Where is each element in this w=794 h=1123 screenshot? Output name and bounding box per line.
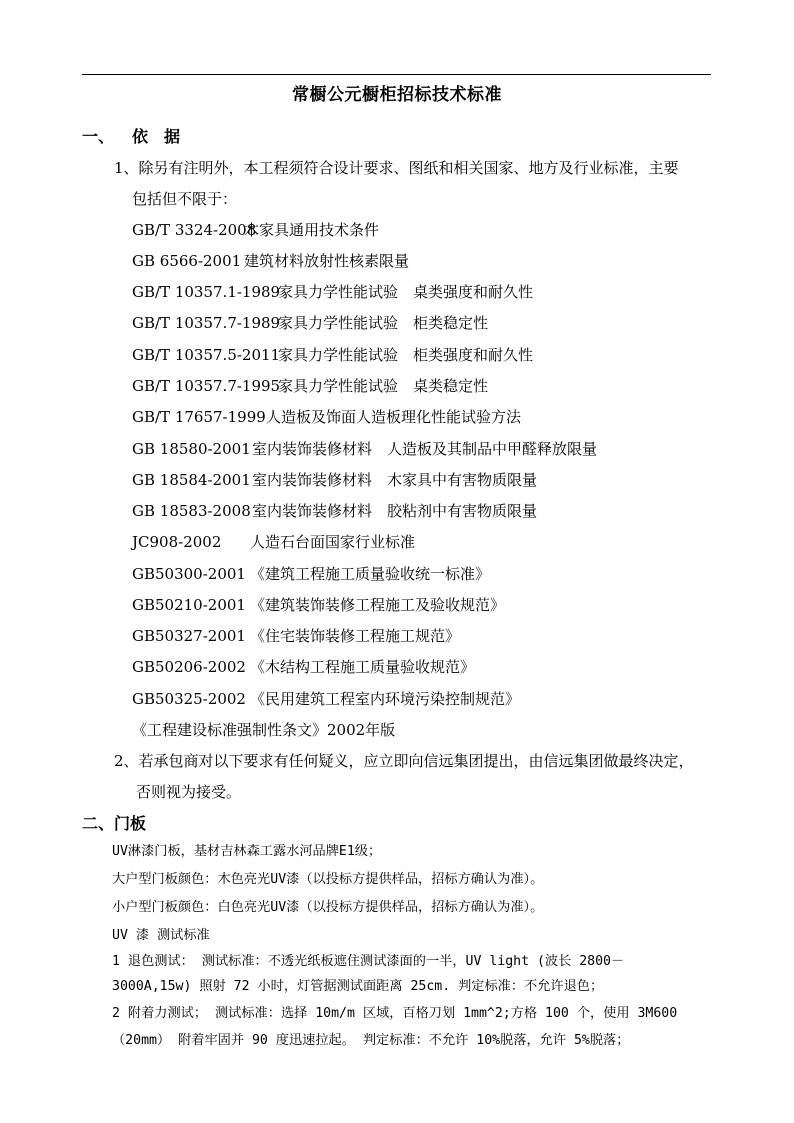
standard-line	[132, 470, 537, 490]
standard-code: GB50206-2002	[132, 658, 246, 676]
standard-line	[132, 657, 475, 677]
item2-line1: 2、若承包商对以下要求有任何疑义，应立即向信远集团提出，由信远集团做最终决定，	[114, 752, 694, 770]
item1-line2: 包括但不限于：	[132, 190, 238, 208]
standard-code: GB50210-2001	[132, 596, 246, 614]
standard-line	[132, 532, 415, 552]
standard-line	[132, 626, 460, 646]
section2-line: UV 漆 测试标准	[112, 928, 210, 943]
standard-line	[132, 501, 537, 521]
standard-name: 《木结构工程施工质量验收规范》	[250, 658, 476, 676]
last-standard: 《工程建设标准强制性条文》2002年版	[132, 721, 396, 739]
standard-name: 室内装饰装修材料 胶粘剂中有害物质限量	[252, 502, 538, 520]
standard-code: GB/T 10357.5-2011	[132, 346, 281, 364]
standard-line	[132, 220, 379, 240]
section2-line: 3000A,15w) 照射 72 小时，灯管据测试面距离 25cm. 判定标准：不允许退色；	[112, 979, 604, 994]
standard-name: 《建筑装饰装修工程施工及验收规范》	[250, 596, 506, 614]
standard-code: GB/T 3324-2008	[132, 221, 257, 239]
standard-code: GB/T 10357.1-1989	[132, 283, 281, 301]
section2-line: 小户型门板颜色：白色亮光UV漆（以投标方提供样品，招标方确认为准）。	[112, 900, 544, 915]
standard-name: 家具力学性能试验 柜类稳定性	[278, 314, 489, 332]
standard-name: 《民用建筑工程室内环境污染控制规范》	[250, 690, 521, 708]
standard-name: 家具力学性能试验 桌类稳定性	[278, 377, 489, 395]
section1-heading: 依 据	[132, 127, 181, 146]
standard-line	[132, 564, 490, 584]
standard-code: GB 18584-2001	[132, 471, 251, 489]
standard-code: GB 18580-2001	[132, 440, 251, 458]
standard-name: 室内装饰装修材料 木家具中有害物质限量	[252, 471, 538, 489]
standard-code: GB/T 10357.7-1989	[132, 314, 281, 332]
standard-name: 家具力学性能试验 桌类强度和耐久性	[278, 283, 534, 301]
standard-name: 《建筑工程施工质量验收统一标准》	[250, 565, 491, 583]
standard-line	[132, 313, 488, 333]
section2-line: （20mm） 附着牢固并 90 度迅速拉起。 判定标准：不允许 10%脱落，允许 5%脱落；	[112, 1033, 630, 1048]
standard-line	[132, 689, 520, 709]
section2-line: 大户型门板颜色：木色亮光UV漆（以投标方提供样品，招标方确认为准）。	[112, 872, 544, 887]
standard-name: 《住宅装饰装修工程施工规范》	[250, 627, 461, 645]
standard-code: GB 18583-2008	[132, 502, 251, 520]
section2-line: UV淋漆门板，基材吉林森工露水河品牌E1级；	[112, 844, 382, 859]
item2-line2: 否则视为接受。	[136, 783, 242, 801]
standard-line	[132, 282, 533, 302]
section2-heading: 二、门板	[82, 814, 147, 833]
section2-line: 1 退色测试： 测试标准：不透光纸板遮住测试漆面的一半，UV light (波长 2800－	[112, 954, 625, 969]
standard-line	[132, 595, 505, 615]
standard-code: GB/T 17657-1999	[132, 408, 266, 426]
standard-name: 室内装饰装修材料 人造板及其制品中甲醛释放限量	[252, 440, 598, 458]
standard-line	[132, 251, 409, 271]
item1-line1: 1、除另有注明外，本工程须符合设计要求、图纸和相关国家、地方及行业标准，主要	[114, 159, 679, 177]
standard-code: GB/T 10357.7-1995	[132, 377, 281, 395]
page-title: 常橱公元橱柜招标技术标准	[292, 85, 502, 105]
standard-line	[132, 407, 521, 427]
standard-line	[132, 376, 488, 396]
standard-code: GB 6566-2001	[132, 252, 242, 270]
section1-heading-number: 一、	[82, 127, 115, 146]
header-rule	[82, 74, 711, 75]
section2-line: 2 附着力测试； 测试标准：选择 10m/m 区域，百格刀划 1mm^2;方格 100 个，使用 3M600	[112, 1006, 678, 1021]
standard-code: GB50327-2001	[132, 627, 246, 645]
standard-name: 人造板及饰面人造板理化性能试验方法	[266, 408, 522, 426]
standard-name: 建筑材料放射性核素限量	[244, 252, 410, 270]
standard-name: 人造石台面国家行业标准	[250, 533, 416, 551]
standard-code: JC908-2002	[132, 533, 222, 551]
standard-line	[132, 345, 533, 365]
standard-line	[132, 439, 597, 459]
standard-name: 木家具通用技术条件	[244, 221, 380, 239]
standard-name: 家具力学性能试验 柜类强度和耐久性	[278, 346, 534, 364]
standard-code: GB50325-2002	[132, 690, 246, 708]
standard-code: GB50300-2001	[132, 565, 246, 583]
